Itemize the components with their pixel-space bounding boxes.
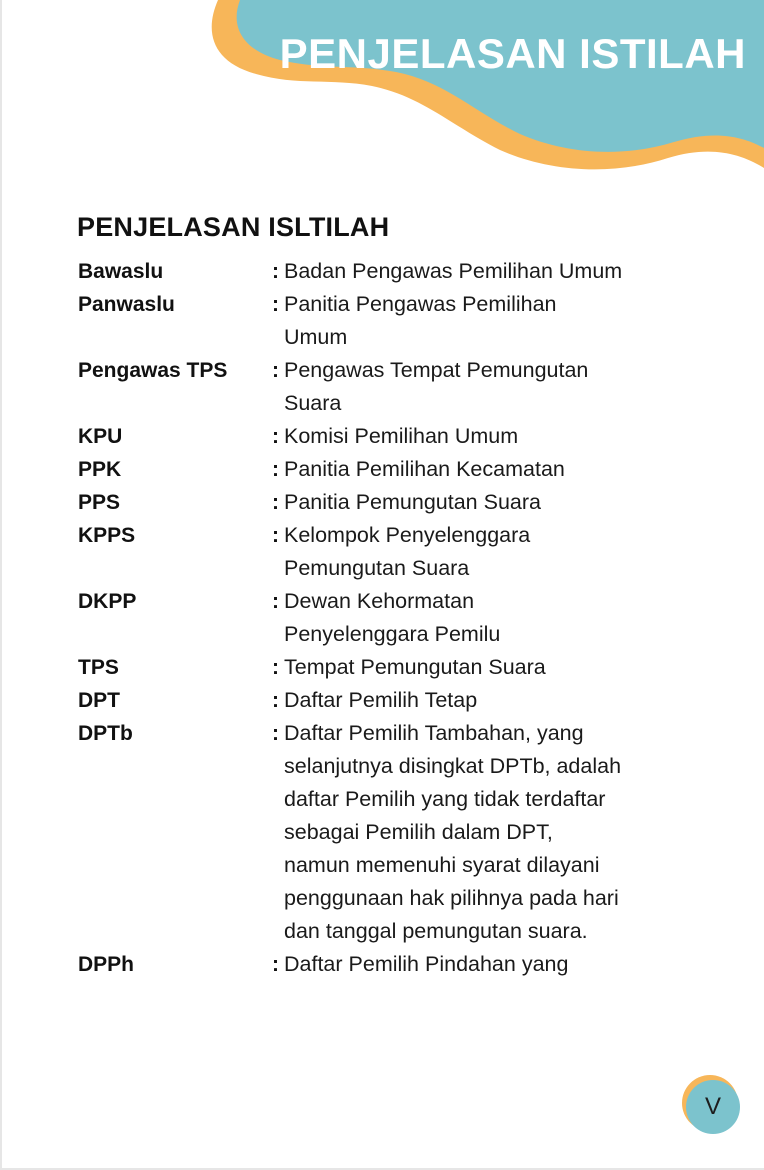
glossary-list [78, 255, 718, 981]
glossary-separator: : [272, 425, 279, 448]
glossary-definition: Tempat Pemungutan Suara [284, 655, 546, 679]
glossary-definition: Daftar Pemilih Tetap [284, 688, 478, 712]
glossary-separator: : [272, 458, 279, 481]
glossary-separator: : [272, 590, 279, 613]
glossary-definition: Daftar Pemilih Tambahan, yang selanjutnya disingkat DPTb, adalah daftar Pemilih yang tidak terdaftar sebagai Pemilih dalam DPT, namun memenuhi syarat dilayani penggunaan hak pilihnya pada hari dan tanggal pemungutan suara. [284, 721, 622, 943]
glossary-separator: : [272, 524, 279, 547]
glossary-separator: : [272, 359, 279, 382]
glossary-separator: : [272, 722, 279, 745]
glossary-definition: Panitia Pemilihan Kecamatan [284, 457, 565, 481]
glossary-term: KPU [78, 425, 123, 448]
glossary-separator: : [272, 656, 279, 679]
page-number: V [704, 1093, 721, 1120]
glossary-entry [78, 948, 718, 981]
glossary-definition: Pengawas Tempat Pemungutan Suara [284, 358, 589, 415]
page-number-circle [686, 1080, 740, 1134]
glossary-entry [78, 717, 718, 948]
glossary-entry [78, 585, 718, 651]
glossary-term: DPTb [78, 722, 133, 745]
glossary-entry [78, 453, 718, 486]
glossary-entry [78, 354, 718, 420]
glossary-term: Pengawas TPS [78, 359, 228, 382]
page-left-edge [0, 0, 2, 1170]
glossary-term: DPT [78, 689, 120, 712]
glossary-separator: : [272, 953, 279, 976]
glossary-term: KPPS [78, 524, 136, 547]
glossary-entry [78, 255, 718, 288]
glossary-term: DKPP [78, 590, 137, 613]
glossary-definition: Panitia Pengawas Pemilihan Umum [284, 292, 557, 349]
glossary-separator: : [272, 293, 279, 316]
glossary-definition: Dewan Kehormatan Penyelenggara Pemilu [284, 589, 501, 646]
glossary-definition: Badan Pengawas Pemilihan Umum [284, 259, 623, 283]
glossary-term: TPS [78, 656, 119, 679]
glossary-definition: Komisi Pemilihan Umum [284, 424, 519, 448]
glossary-definition: Kelompok Penyelenggara Pemungutan Suara [284, 523, 531, 580]
glossary-term: Bawaslu [78, 260, 164, 283]
glossary-term: Panwaslu [78, 293, 175, 316]
glossary-entry [78, 684, 718, 717]
glossary-entry [78, 651, 718, 684]
glossary-entry [78, 486, 718, 519]
header-wave-decoration [0, 0, 764, 175]
glossary-separator: : [272, 689, 279, 712]
glossary-term: DPPh [78, 953, 135, 976]
glossary-term: PPS [78, 491, 121, 514]
glossary-entry [78, 420, 718, 453]
glossary-separator: : [272, 260, 279, 283]
glossary-entry [78, 519, 718, 585]
glossary-definition: Daftar Pemilih Pindahan yang [284, 952, 569, 976]
page-number-badge [682, 1075, 744, 1137]
glossary-separator: : [272, 491, 279, 514]
section-heading: PENJELASAN ISLTILAH [77, 212, 390, 242]
glossary-term: PPK [78, 458, 122, 481]
glossary-entry [78, 288, 718, 354]
glossary-definition: Panitia Pemungutan Suara [284, 490, 541, 514]
header-title: PENJELASAN ISTILAH [279, 30, 746, 77]
